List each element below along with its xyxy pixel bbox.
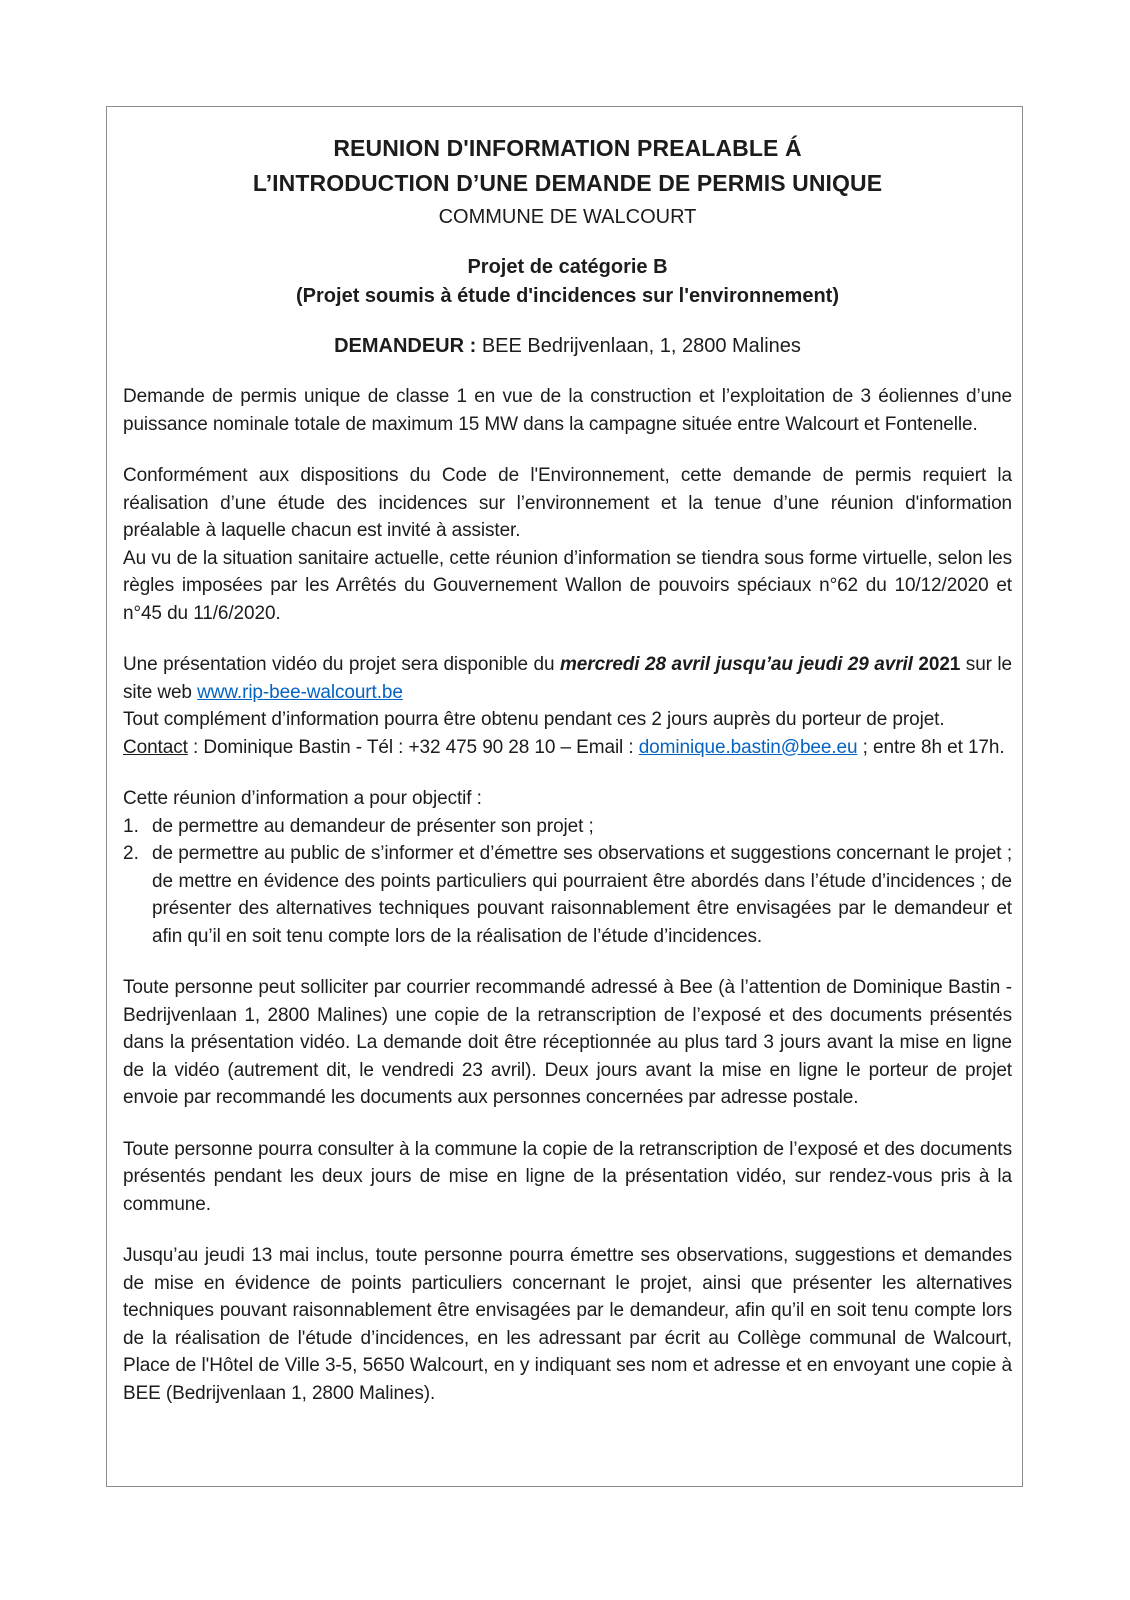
- document-frame: [106, 106, 1023, 1487]
- category-line-1: Projet de catégorie B: [467, 256, 668, 278]
- title-line-1: REUNION D'INFORMATION PREALABLE Á: [333, 135, 802, 161]
- objective-2-text: de permettre au public de s’informer et d’émettre ses observations et suggestions concernant le projet ; de mettre en évidence des points particuliers qui pourraient être abordés dans l’étude d’incidences ; de présenter des alternatives techniques pouvant raisonnablement être envisagées par le demandeur et afin qu’il en soit tenu compte lors de la réalisation de l’étude d’incidences.: [152, 843, 1012, 947]
- video-dates: mercredi 28 avril jusqu’au jeudi 29 avril: [560, 654, 913, 675]
- paragraph-copie-courrier: Toute personne peut solliciter par courrier recommandé adressé à Bee (à l’attention de Dominique Bastin - Bedrijvenlaan 1, 2800 Malines) une copie de la retranscription de l’exposé et des documents présentés dans la présentation vidéo. La demande doit être réceptionnée au plus tard 3 jours avant la mise en ligne de la vidéo (autrement dit, le vendredi 23 avril). Deux jours avant la mise en ligne le porteur de projet envoie par recommandé les documents aux personnes concernées par adresse postale.: [123, 977, 1012, 1108]
- contact-details: : Dominique Bastin - Tél : +32 475 90 28 10 – Email :: [187, 736, 639, 758]
- paragraph-conformement: Conformément aux dispositions du Code de l'Environnement, cette demande de permis requiert la réalisation d’une étude des incidences sur l’environnement et la tenue d’une réunion d'information préalable à laquelle chacun est invité à assister.: [123, 465, 1012, 541]
- video-text-before: Une présentation vidéo du projet sera disponible du: [123, 654, 561, 675]
- commune-line: COMMUNE DE WALCOURT: [438, 206, 697, 228]
- document-title: [123, 131, 1012, 201]
- paragraph-consultation: Toute personne pourra consulter à la commune la copie de la retranscription de l’exposé et des documents présentés pendant les deux jours de mise en ligne de la présentation vidéo, sur rendez-vous pris à la commune.: [123, 1138, 1012, 1215]
- objectives-intro: Cette réunion d’information a pour objectif :: [123, 788, 482, 809]
- video-text-after: sur le site web: [123, 654, 1013, 703]
- website-link[interactable]: www.rip-bee-walcourt.be: [197, 681, 403, 703]
- paragraph-complement: Tout complément d’information pourra être obtenu pendant ces 2 jours auprès du porteur de projet.: [123, 709, 945, 730]
- paragraph-observations: Jusqu’au jeudi 13 mai inclus, toute personne pourra émettre ses observations, suggestions et demandes de mise en évidence de points particuliers concernant le projet, ainsi que présenter les alternatives techniques pouvant raisonnablement être envisagées par le demandeur, afin qu’il en soit tenu compte lors de la réalisation de l'étude d’incidences, en les adressant par écrit au Collège communal de Walcourt, Place de l'Hôtel de Ville 3-5, 5650 Walcourt, en y indiquant ses nom et adresse et en envoyant une copie à BEE (Bedrijvenlaan 1, 2800 Malines).: [123, 1245, 1012, 1404]
- section-copie-courrier: [123, 974, 1012, 1112]
- objective-1-text: de permettre au demandeur de présenter son projet ;: [152, 815, 594, 837]
- contact-label: Contact: [123, 736, 188, 758]
- paragraph-situation-sanitaire: Au vu de la situation sanitaire actuelle, cette réunion d’information se tiendra sous forme virtuelle, selon les règles imposées par les Arrêtés du Gouvernement Wallon de pouvoirs spéciaux n°62 du 10/12/2020 et n°45 du 11/6/2020.: [123, 547, 1012, 624]
- objective-item-1: [123, 813, 1012, 841]
- section-video: [123, 651, 1012, 761]
- demandeur-line: [123, 332, 1012, 360]
- section-demande: [123, 383, 1012, 438]
- contact-hours: ; entre 8h et 17h.: [857, 736, 1005, 758]
- demandeur-label: DEMANDEUR :: [334, 335, 477, 357]
- title-line-2: L’INTRODUCTION D’UNE DEMANDE DE PERMIS UNIQUE: [252, 170, 883, 196]
- email-link[interactable]: dominique.bastin@bee.eu: [638, 736, 858, 758]
- section-objectives: [123, 785, 1012, 950]
- section-conformement: [123, 462, 1012, 627]
- paragraph-video: [123, 651, 1012, 706]
- category-line-2: (Projet soumis à étude d'incidences sur l'environnement): [296, 285, 839, 307]
- paragraph-contact: [123, 734, 1012, 762]
- paragraph-demande: Demande de permis unique de classe 1 en vue de la construction et l’exploitation de 3 éoliennes d’une puissance nominale totale de maximum 15 MW dans la campagne située entre Walcourt et Fontenelle.: [123, 386, 1012, 435]
- section-consultation: [123, 1136, 1012, 1219]
- objective-1-number: 1.: [123, 815, 139, 837]
- section-observations: [123, 1242, 1012, 1407]
- demandeur-value: BEE Bedrijvenlaan, 1, 2800 Malines: [476, 335, 801, 357]
- category-heading: [123, 253, 1012, 311]
- objective-item-2: [123, 840, 1012, 950]
- video-year: 2021: [912, 654, 961, 675]
- objective-2-number: 2.: [123, 843, 139, 864]
